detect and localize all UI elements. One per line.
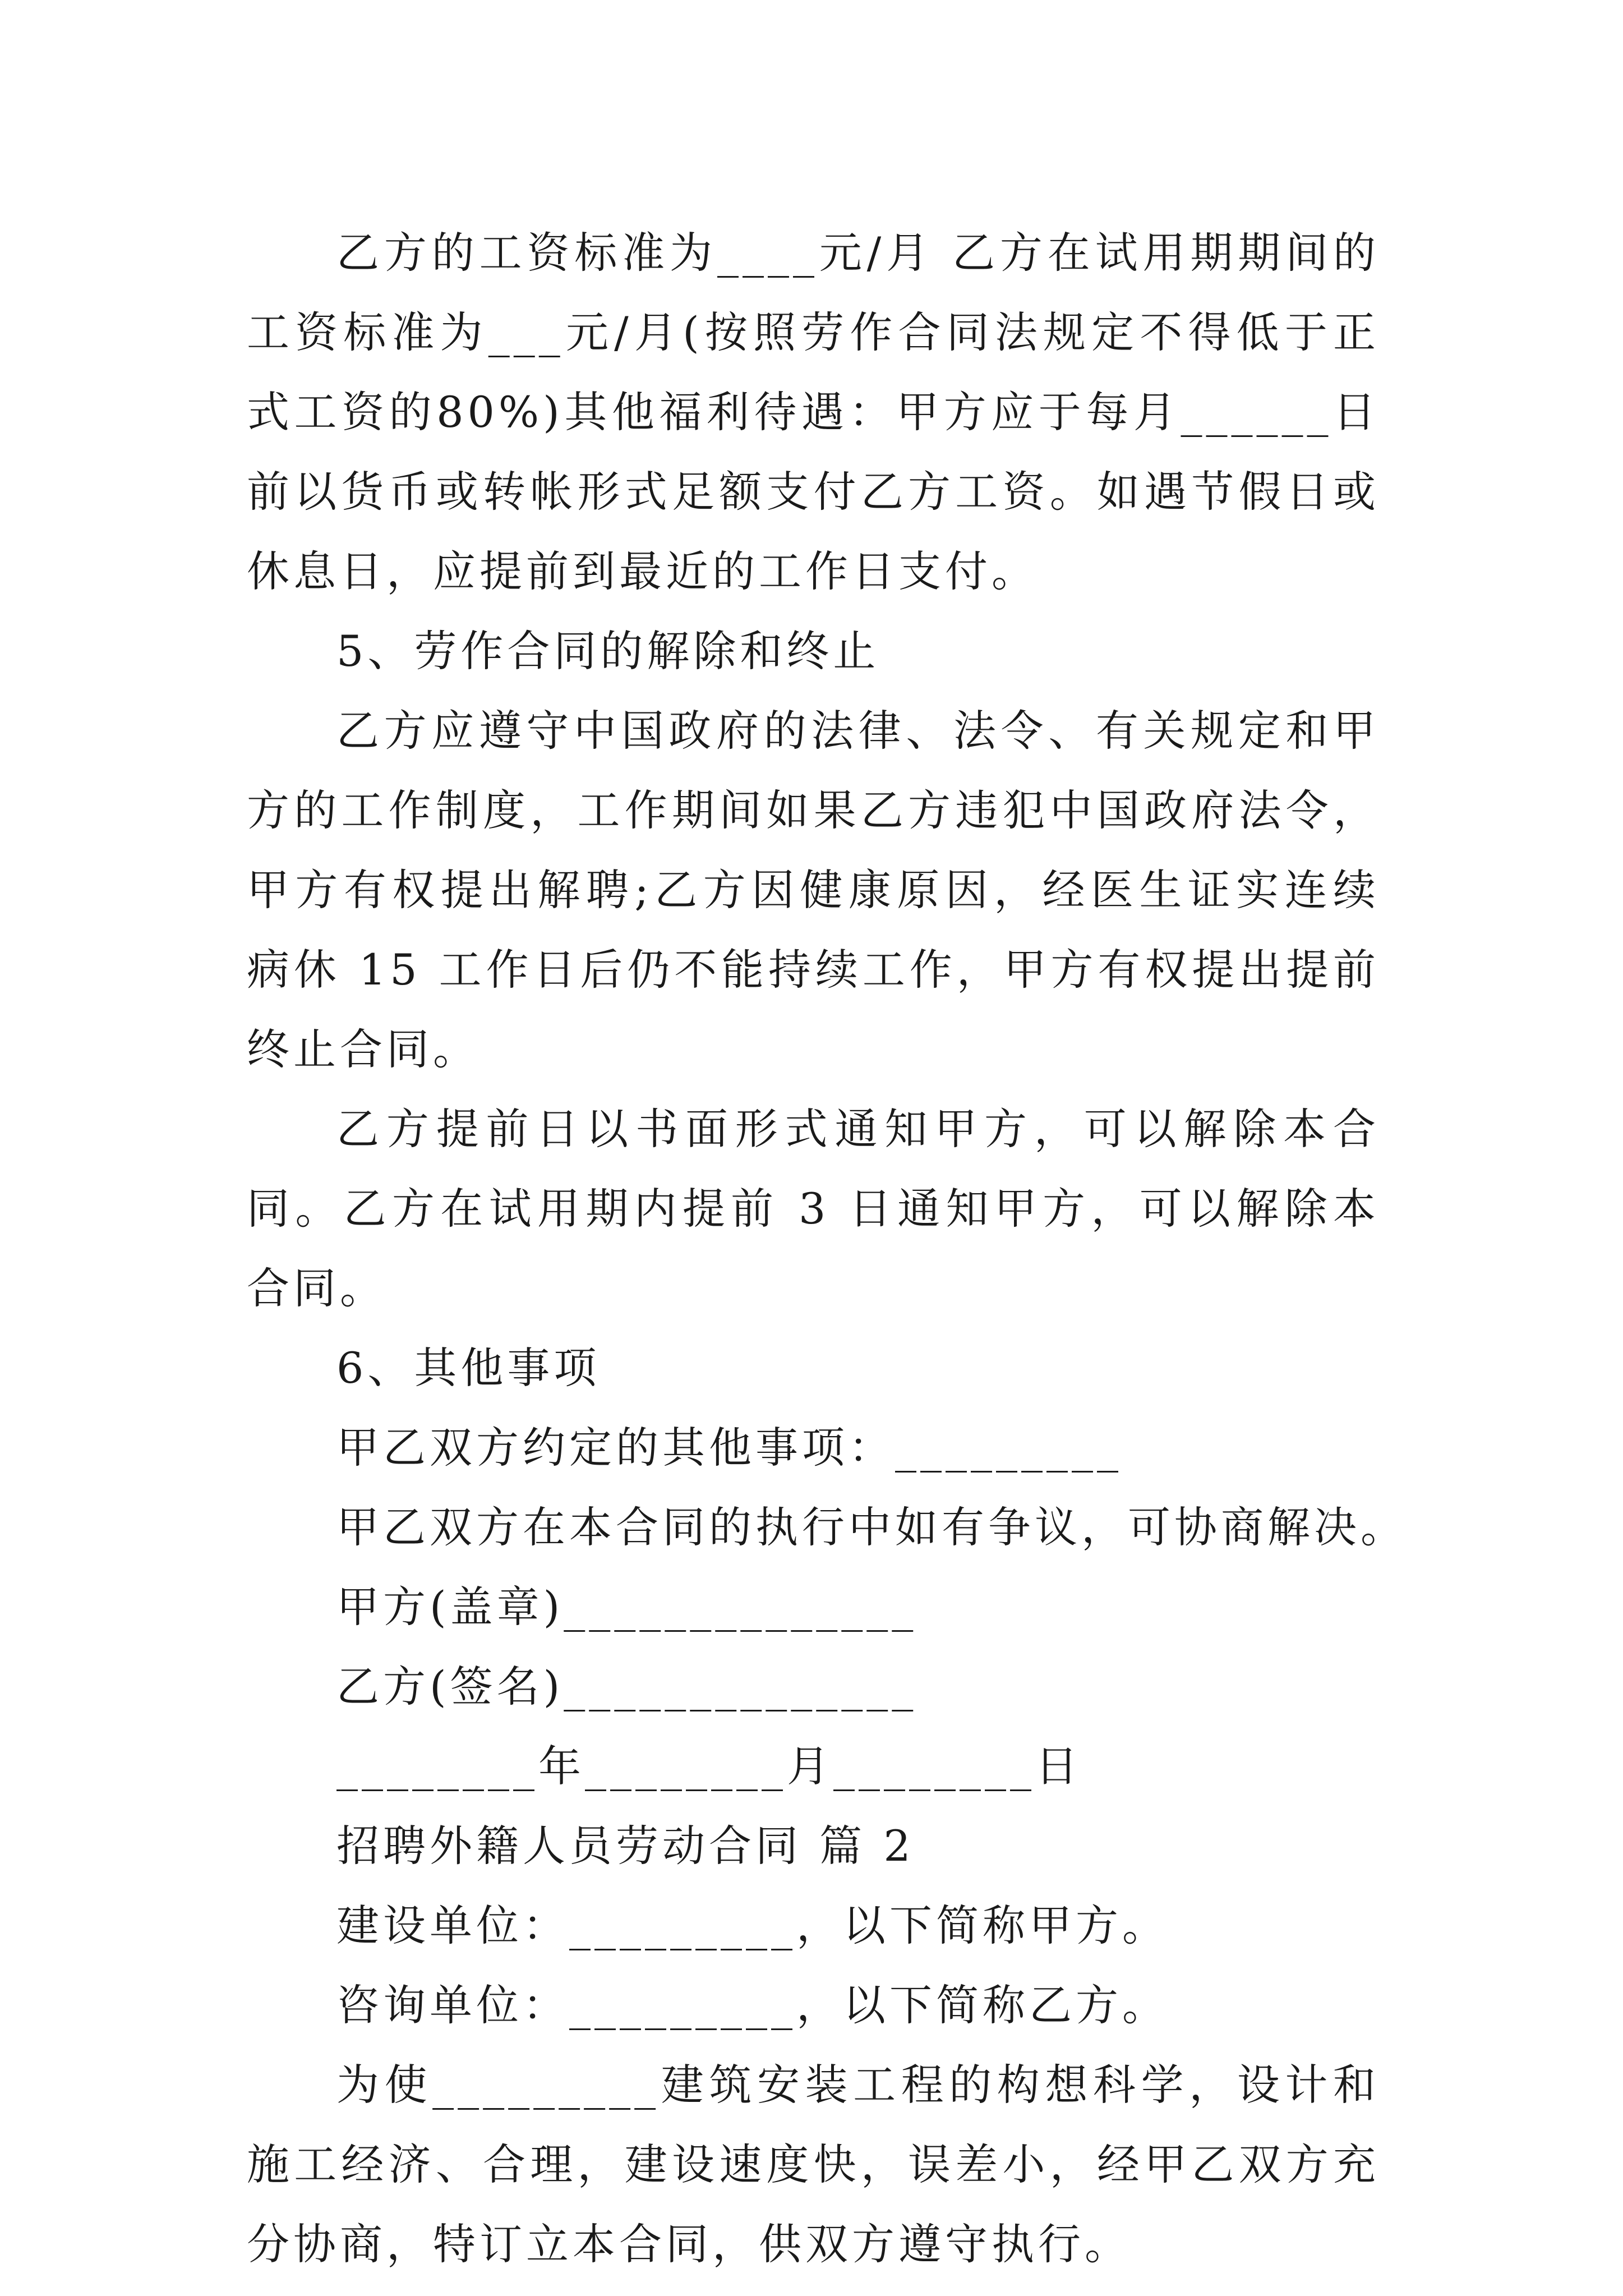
contract-title-part2: 招聘外籍人员劳动合同 篇 2 <box>336 1821 915 1871</box>
construction-unit-line: 建设单位：_________，以下简称甲方。 <box>336 1901 1169 1950</box>
section-heading-termination: 5、劳作合同的解除和终止 <box>336 626 880 676</box>
section-heading-other: 6、其他事项 <box>336 1343 601 1393</box>
party-b-signature-line: 乙方(签名)______________ <box>336 1662 917 1711</box>
paragraph-salary: 乙方的工资标准为____元/月 乙方在试用期期间的工资标准为___元/月(按照劳作合同法规定不得低于正式工资的80%)其他福利待遇：甲方应于每月______日前以货币或转帐形式足额支付乙方工资。如遇节假日或休息日，应提前到最近的工作日支付。 <box>247 228 1380 596</box>
paragraph-termination-rules: 乙方应遵守中国政府的法律、法令、有关规定和甲方的工作制度，工作期间如果乙方违犯中国政府法令，甲方有权提出解聘;乙方因健康原因，经医生证实连续病休 15 工作日后仍不能持续工作，甲方有权提出提前终止合同。 <box>247 706 1380 1074</box>
document-body <box>247 213 1407 2284</box>
date-line: ________年________月________日 <box>336 1741 1082 1791</box>
paragraph-notice: 乙方提前日以书面形式通知甲方，可以解除本合同。乙方在试用期内提前 3 日通知甲方，可以解除本合同。 <box>247 1104 1380 1313</box>
consulting-unit-line: 咨询单位：_________，以下简称乙方。 <box>336 1980 1169 2030</box>
other-matters-line: 甲乙双方约定的其他事项：_________ <box>336 1423 1122 1473</box>
party-a-seal-line: 甲方(盖章)______________ <box>336 1582 917 1632</box>
paragraph-purpose: 为使_________建筑安装工程的构想科学，设计和施工经济、合理，建设速度快，误差小，经甲乙双方充分协商，特订立本合同，供双方遵守执行。 <box>247 2060 1380 2269</box>
dispute-line: 甲乙双方在本合同的执行中如有争议，可协商解决。 <box>336 1502 1407 1552</box>
